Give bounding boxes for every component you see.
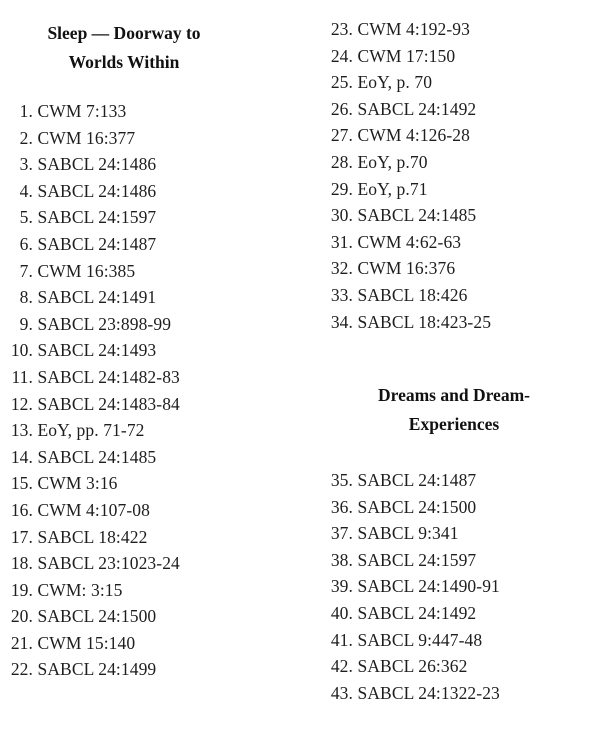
reference-item (0, 151, 180, 178)
reference-citation: SABCL 24:1499 (37, 659, 157, 680)
section-heading-line: Worlds Within (68, 52, 180, 72)
reference-item (0, 231, 180, 258)
reference-item (0, 550, 180, 577)
reference-item (320, 122, 491, 149)
reference-citation: SABCL 24:1493 (37, 340, 157, 361)
reference-number: 33. (330, 284, 353, 305)
reference-citation: SABCL 24:1597 (37, 207, 157, 228)
reference-citation: SABCL 23:898-99 (37, 313, 172, 334)
reference-citation: SABCL 24:1491 (37, 287, 157, 308)
reference-number: 1. (19, 101, 33, 121)
reference-item (320, 43, 491, 70)
reference-item (0, 497, 180, 524)
reference-number: 6. (19, 233, 33, 254)
reference-item (0, 603, 180, 630)
reference-number: 3. (19, 154, 33, 175)
reference-item (0, 337, 180, 364)
reference-item (320, 255, 491, 282)
reference-item (320, 627, 500, 654)
reference-item (0, 391, 180, 418)
reference-item (0, 656, 180, 683)
reference-citation: SABCL 24:1490-91 (357, 576, 500, 597)
reference-citation: CWM 4:62-63 (357, 231, 462, 252)
reference-citation: SABCL 26:362 (357, 656, 468, 677)
reference-citation: SABCL 24:1500 (357, 496, 477, 517)
reference-number: 31. (330, 231, 353, 252)
reference-citation: SABCL 9:447-48 (357, 629, 483, 650)
reference-number: 36. (330, 496, 353, 517)
reference-citation: EoY, p.71 (357, 178, 428, 199)
reference-item (320, 229, 491, 256)
reference-item (320, 69, 491, 96)
reference-number: 13. (10, 420, 33, 441)
section-heading-dreams (340, 381, 568, 439)
reference-citation: SABCL 24:1487 (37, 233, 157, 254)
reference-list-sleep-part1 (0, 98, 180, 683)
reference-item (0, 577, 180, 604)
reference-citation: SABCL 24:1492 (357, 602, 477, 623)
reference-number: 41. (330, 629, 353, 650)
reference-citation: SABCL 24:1485 (37, 446, 157, 467)
reference-number: 39. (330, 576, 353, 597)
reference-citation: SABCL 24:1485 (357, 205, 477, 226)
reference-number: 37. (330, 523, 353, 544)
reference-number: 8. (19, 287, 33, 308)
reference-number: 30. (330, 205, 353, 226)
reference-number: 28. (330, 151, 353, 172)
reference-citation: EoY, p. 70 (357, 72, 433, 93)
reference-number: 18. (10, 553, 33, 574)
reference-citation: EoY, pp. 71-72 (37, 420, 145, 441)
reference-number: 5. (19, 207, 33, 228)
reference-item (320, 467, 500, 494)
section-heading-sleep (10, 19, 238, 77)
reference-item (320, 176, 491, 203)
reference-number: 32. (330, 258, 353, 279)
reference-item (0, 125, 180, 152)
reference-item (0, 284, 180, 311)
reference-number: 22. (10, 659, 33, 680)
reference-item (320, 494, 500, 521)
reference-item (320, 653, 500, 680)
reference-number: 7. (19, 260, 33, 281)
reference-citation: CWM 4:192-93 (357, 19, 470, 39)
reference-number: 14. (10, 446, 33, 467)
reference-item (0, 470, 180, 497)
reference-number: 9. (19, 313, 33, 334)
reference-number: 35. (330, 470, 353, 490)
reference-item (320, 309, 491, 336)
reference-item (0, 444, 180, 471)
reference-citation: CWM 4:107-08 (37, 499, 150, 520)
reference-number: 12. (10, 393, 33, 414)
reference-number: 38. (330, 549, 353, 570)
reference-number: 25. (330, 72, 353, 93)
section-heading-line: Experiences (408, 414, 500, 434)
reference-citation: SABCL 24:1597 (357, 549, 477, 570)
reference-citation: CWM 16:377 (37, 127, 136, 148)
reference-item (0, 204, 180, 231)
reference-number: 27. (330, 125, 353, 146)
reference-number: 24. (330, 45, 353, 66)
reference-item (320, 149, 491, 176)
reference-citation: SABCL 24:1486 (37, 154, 157, 175)
reference-item (0, 364, 180, 391)
reference-citation: EoY, p.70 (357, 151, 428, 172)
reference-citation: CWM 7:133 (37, 101, 127, 121)
reference-number: 11. (11, 366, 33, 387)
section-heading-line: Sleep — Doorway to (47, 23, 201, 43)
reference-citation: CWM 17:150 (357, 45, 456, 66)
reference-citation: SABCL 23:1023-24 (37, 553, 180, 574)
reference-number: 4. (19, 180, 33, 201)
reference-citation: SABCL 24:1482-83 (37, 366, 180, 387)
reference-number: 43. (330, 682, 353, 703)
reference-item (0, 258, 180, 285)
reference-citation: CWM 16:376 (357, 258, 456, 279)
reference-item (0, 98, 180, 125)
reference-item (0, 311, 180, 338)
reference-citation: SABCL 18:426 (357, 284, 468, 305)
reference-number: 23. (330, 19, 353, 39)
reference-citation: SABCL 24:1483-84 (37, 393, 180, 414)
reference-number: 26. (330, 98, 353, 119)
reference-citation: SABCL 24:1500 (37, 606, 157, 627)
reference-citation: SABCL 24:1492 (357, 98, 477, 119)
reference-citation: SABCL 24:1322-23 (357, 682, 500, 703)
reference-citation: SABCL 18:422 (37, 526, 148, 547)
reference-number: 2. (19, 127, 33, 148)
reference-item (320, 680, 500, 707)
reference-item (0, 178, 180, 205)
reference-citation: SABCL 24:1486 (37, 180, 157, 201)
reference-item (320, 547, 500, 574)
reference-item (0, 524, 180, 551)
reference-item (320, 16, 491, 43)
reference-item (320, 282, 491, 309)
reference-number: 40. (330, 602, 353, 623)
reference-list-dreams (320, 467, 500, 706)
reference-number: 17. (10, 526, 33, 547)
reference-citation: CWM 4:126-28 (357, 125, 470, 146)
reference-item (0, 417, 180, 444)
reference-item (320, 202, 491, 229)
reference-citation: SABCL 9:341 (357, 523, 459, 544)
reference-citation: CWM 3:16 (37, 473, 118, 494)
reference-item (320, 520, 500, 547)
reference-number: 20. (10, 606, 33, 627)
reference-number: 21. (10, 632, 33, 653)
reference-citation: CWM: 3:15 (37, 579, 123, 600)
reference-number: 29. (330, 178, 353, 199)
reference-number: 19. (10, 579, 33, 600)
reference-citation: SABCL 24:1487 (357, 470, 477, 490)
reference-list-sleep-part2 (320, 16, 491, 335)
reference-citation: CWM 15:140 (37, 632, 136, 653)
reference-item (320, 96, 491, 123)
reference-number: 34. (330, 311, 353, 332)
reference-number: 16. (10, 499, 33, 520)
reference-number: 10. (10, 340, 33, 361)
reference-number: 42. (330, 656, 353, 677)
reference-citation: SABCL 18:423-25 (357, 311, 492, 332)
reference-number: 15. (10, 473, 33, 494)
reference-item (0, 630, 180, 657)
reference-citation: CWM 16:385 (37, 260, 136, 281)
reference-item (320, 600, 500, 627)
reference-item (320, 573, 500, 600)
section-heading-line: Dreams and Dream- (378, 385, 530, 405)
